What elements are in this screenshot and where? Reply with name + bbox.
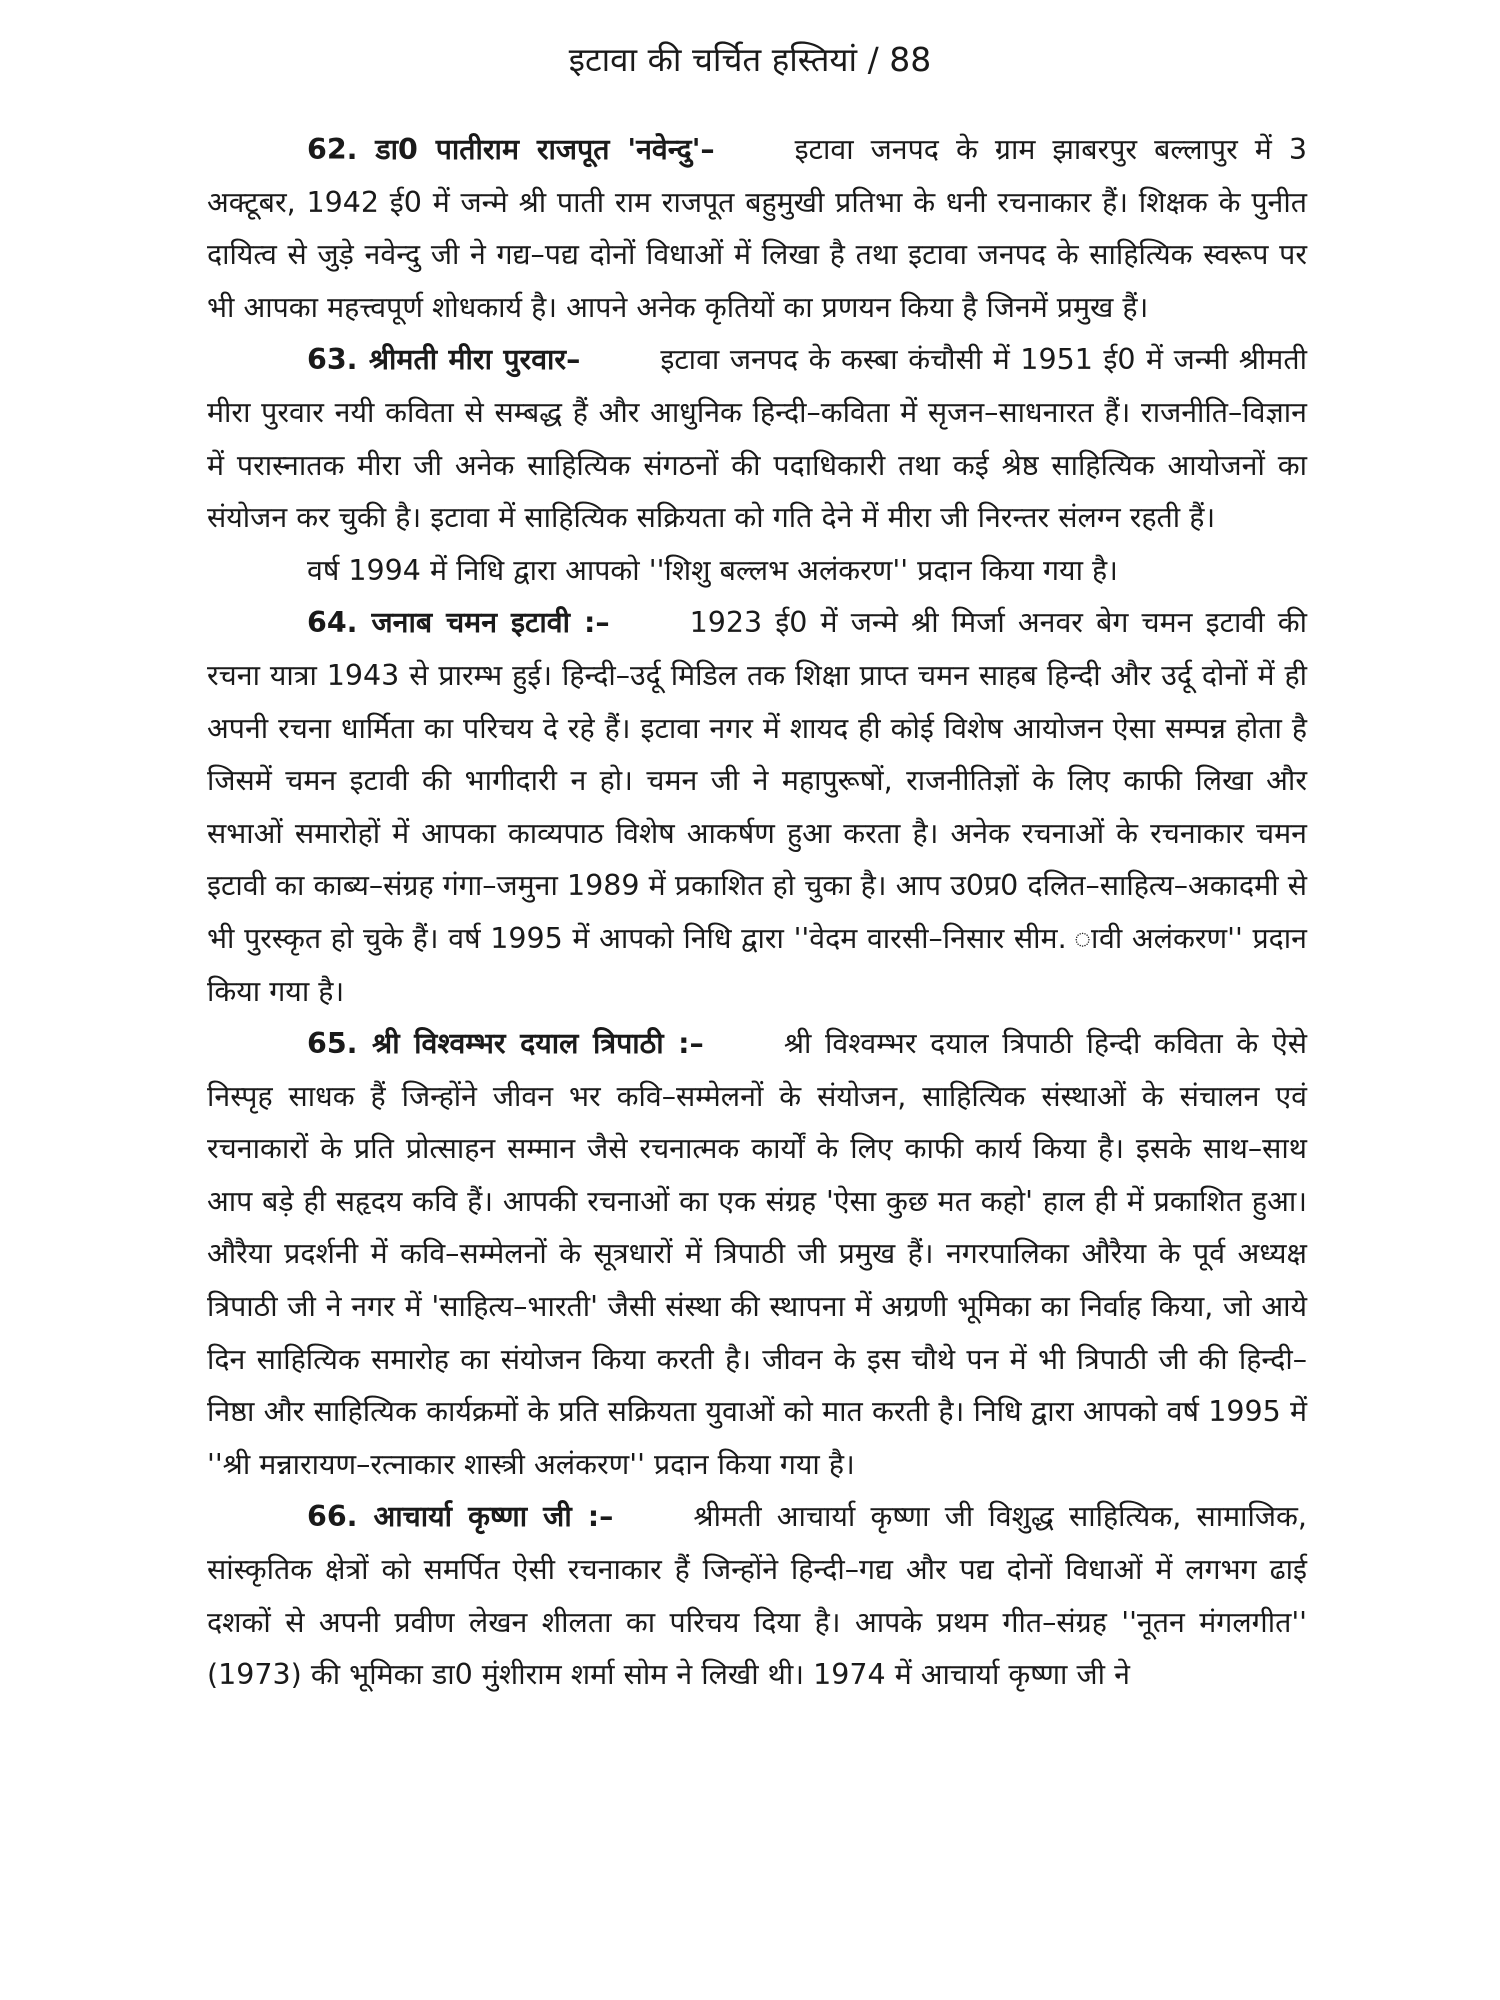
entry-text: श्रीमती आचार्या कृष्णा जी विशुद्ध साहित्यिक, सामाजिक, सांस्कृतिक क्षेत्रों को समर्पित ऐसी रचनाकार हैं जिन्होंने हिन्दी–गद्य और पद्य दोनों विधाओं में लगभग ढाई दशकों से अपनी प्रवीण लेखन शीलता का परिचय दिया है। आपके प्रथम गीत–संग्रह ''नूतन मंगलगीत'' (1973) की भूमिका डा0 मुंशीराम शर्मा सोम ने लिखी थी। 1974 में आचार्या कृष्णा जी ने	[207, 1500, 1307, 1692]
entry-heading: 66. आचार्या कृष्णा जी :–	[307, 1500, 614, 1534]
entry-text: 1923 ई0 में जन्मे श्री मिर्जा अनवर बेग चमन इटावी की रचना यात्रा 1943 से प्रारम्भ हुई। हिन्दी–उर्दू मिडिल तक शिक्षा प्राप्त चमन साहब हिन्दी और उर्दू दोनों में ही अपनी रचना धार्मिता का परिचय दे रहे हैं। इटावा नगर में शायद ही कोई विशेष आयोजन ऐसा सम्पन्न होता है जिसमें चमन इटावी की भागीदारी न हो। चमन जी ने महापुरूषों, राजनीतिज्ञों के लिए काफी लिखा और सभाओं समारोहों में आपका काव्यपाठ विशेष आकर्षण हुआ करता है। अनेक रचनाओं के रचनाकार चमन इटावी का काब्य–संग्रह गंगा–जमुना 1989 में प्रकाशित हो चुका है। आप उ0प्र0 दलित–साहित्य–अकादमी से भी पुरस्कृत हो चुके हैं। वर्ष 1995 में आपको निधि द्वारा ''वेदम वारसी–निसार सीम. ावी अलंकरण'' प्रदान किया गया है।	[207, 606, 1307, 1008]
entry-paragraph	[207, 1018, 1307, 1491]
entry-paragraph	[207, 597, 1307, 1018]
entry-text: इटावा जनपद के ग्राम झाबरपुर बल्लापुर में 3 अक्टूबर, 1942 ई0 में जन्मे श्री पाती राम राजपूत बहुमुखी प्रतिभा के धनी रचनाकार हैं। शिक्षक के पुनीत दायित्व से जुड़े नवेन्दु जी ने गद्य–पद्य दोनों विधाओं में लिखा है तथा इटावा जनपद के साहित्यिक स्वरूप पर भी आपका महत्त्वपूर्ण शोधकार्य है। आपने अनेक कृतियों का प्रणयन किया है जिनमें प्रमुख हैं।	[207, 133, 1307, 324]
page-body	[207, 124, 1307, 1702]
entry-paragraph	[207, 1491, 1307, 1701]
entry-text: इटावा जनपद के कस्बा कंचौसी में 1951 ई0 में जन्मी श्रीमती मीरा पुरवार नयी कविता से सम्बद्ध हैं और आधुनिक हिन्दी–कविता में सृजन–साधनारत हैं। राजनीति–विज्ञान में परास्नातक मीरा जी अनेक साहित्यिक संगठनों की पदाधिकारी तथा कई श्रेष्ठ साहित्यिक आयोजनों का संयोजन कर चुकी है। इटावा में साहित्यिक सक्रियता को गति देने में मीरा जी निरन्तर संलग्न रहती हैं।	[207, 343, 1307, 535]
page-header: इटावा की चर्चित हस्तियां / 88	[568, 40, 932, 79]
entry-heading: 63. श्रीमती मीरा पुरवार–	[307, 343, 581, 377]
entry-heading: 65. श्री विश्वम्भर दयाल त्रिपाठी :–	[307, 1027, 704, 1061]
entry-heading: 64. जनाब चमन इटावी :–	[307, 606, 610, 640]
entry-heading: 62. डा0 पातीराम राजपूत 'नवेन्दु'–	[307, 133, 715, 166]
entry-paragraph	[207, 334, 1307, 544]
entry-extra-paragraph: वर्ष 1994 में निधि द्वारा आपको ''शिशु बल्लभ अलंकरण'' प्रदान किया गया है।	[307, 553, 1118, 587]
entry-text: श्री विश्वम्भर दयाल त्रिपाठी हिन्दी कविता के ऐसे निस्पृह साधक हैं जिन्होंने जीवन भर कवि–सम्मेलनों के संयोजन, साहित्यिक संस्थाओं के संचालन एवं रचनाकारों के प्रति प्रोत्साहन सम्मान जैसे रचनात्मक कार्यों के लिए काफी कार्य किया है। इसके साथ–साथ आप बड़े ही सहृदय कवि हैं। आपकी रचनाओं का एक संग्रह 'ऐसा कुछ मत कहो' हाल ही में प्रकाशित हुआ। औरैया प्रदर्शनी में कवि–सम्मेलनों के सूत्रधारों में त्रिपाठी जी प्रमुख हैं। नगरपालिका औरैया के पूर्व अध्यक्ष त्रिपाठी जी ने नगर में 'साहित्य–भारती' जैसी संस्था की स्थापना में अग्रणी भूमिका का निर्वाह किया, जो आये दिन साहित्यिक समारोह का संयोजन किया करती है। जीवन के इस चौथे पन में भी त्रिपाठी जी की हिन्दी–निष्ठा और साहित्यिक कार्यक्रमों के प्रति सक्रियता युवाओं को मात करती है। निधि द्वारा आपको वर्ष 1995 में ''श्री मन्नारायण–रत्नाकार शास्त्री अलंकरण'' प्रदान किया गया है।	[207, 1027, 1308, 1481]
entry-paragraph	[207, 124, 1307, 334]
